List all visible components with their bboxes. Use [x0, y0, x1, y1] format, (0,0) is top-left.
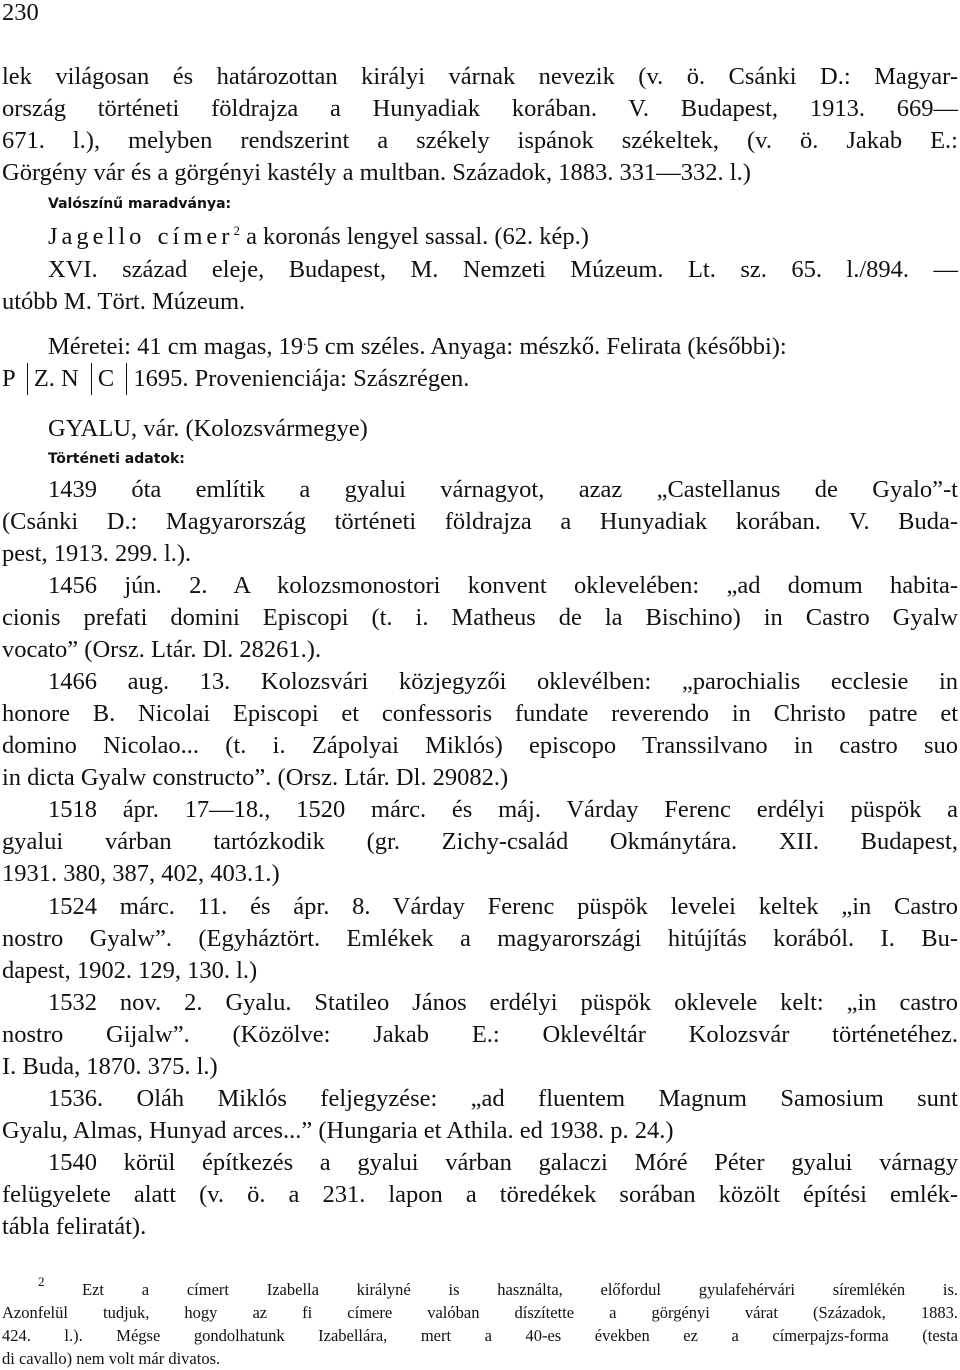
paragraph-line: Gyalu, Almas, Hunyad arces...” (Hungaria et Athila. ed 1938. p. 24.) — [2, 1117, 674, 1144]
intro-line: Görgény vár és a görgényi kastély a multban. Századok, 1883. 331—332. l.) — [2, 159, 751, 186]
coat-of-arms-line — [48, 221, 958, 253]
inscription-line — [2, 363, 958, 395]
intro-line: ország történeti földrajza a Hunyadiak korában. V. Budapest, 1913. 669— — [2, 95, 958, 122]
decimal-mark: . — [303, 333, 307, 348]
footnote-line: di cavallo) nem volt már divatos. — [2, 1349, 221, 1368]
intro-line: lek világosan és határozottan királyi várnak nevezik (v. ö. Csánki D.: Magyar- — [2, 63, 958, 90]
intro-line: 671. l.), melyben rendszerint a székely ispánok székeltek, (v. ö. Jakab E.: — [2, 127, 958, 154]
paragraph-line: 1536. Oláh Miklós feljegyzése: „ad fluentem Magnum Samosium sunt — [48, 1085, 958, 1112]
paragraph-line: in dicta Gyalw constructo”. (Orsz. Ltár. Dl. 29082.) — [2, 764, 509, 791]
footnote-line: Azonfelül tudjuk, hogy az fi címere valóban díszítette a görgényi várat (Századok, 1883. — [2, 1303, 958, 1322]
spaced-word-cimer: címer — [157, 223, 234, 250]
dimensions-part: Méretei: 41 cm magas, 19 — [48, 333, 304, 360]
inscription-part: C — [91, 363, 114, 395]
paragraph-line: 1439 óta említik a gyalui várnagyot, azaz „Castellanus de Gyalo”-t — [48, 476, 958, 503]
coat-of-arms-description: a koronás lengyel sassal. (62. kép.) — [246, 223, 589, 250]
inscription-part: 1695. Provenienciája: Szászrégen. — [126, 363, 469, 395]
footnote-number: 2 — [38, 1274, 45, 1289]
dimensions-line — [48, 331, 958, 363]
paragraph-line: tábla feliratát). — [2, 1213, 147, 1240]
inscription-part: P — [2, 365, 15, 392]
inscription-part: Z. N — [27, 363, 79, 395]
paragraph-line: dapest, 1902. 129, 130. l.) — [2, 957, 258, 984]
remnant-date-line: XVI. század eleje, Budapest, M. Nemzeti Múzeum. Lt. sz. 65. l./894. — — [48, 256, 958, 283]
paragraph-line: domino Nicolao... (t. i. Zápolyai Miklós) episcopo Transsilvano in castro suo — [2, 732, 958, 759]
paragraph-line: felügyelete alatt (v. ö. a 231. lapon a töredékek sorában közölt építési emlék- — [2, 1181, 958, 1208]
footnote-text: Ezt a címert Izabella királyné is használta, előfordul gyulafehérvári síremlékén is. — [82, 1280, 958, 1299]
paragraph-line: 1540 körül építkezés a gyalui várban galaczi Móré Péter gyalui várnagy — [48, 1149, 958, 1176]
paragraph-line: nostro Gyalw”. (Egyháztört. Emlékek a magyarországi hitújítás korából. I. Bu- — [2, 925, 958, 952]
paragraph-line: 1466 aug. 13. Kolozsvári közjegyzői oklevélben: „parochialis ecclesie in — [48, 668, 958, 695]
footnote-line: 424. l.). Mégse gondolhatunk Izabellára, mert a 40-es években ez a címerpajzs-forma (testa — [2, 1326, 958, 1345]
paragraph-line: cionis prefati domini Episcopi (t. i. Matheus de la Bischino) in Castro Gyalw — [2, 604, 958, 631]
paragraph-line: (Csánki D.: Magyarország történeti földrajza a Hunyadiak korában. V. Buda- — [2, 508, 958, 535]
gyalu-title: GYALU, vár. (Kolozsvármegye) — [48, 415, 368, 442]
dimensions-part: 5 cm széles. Anyaga: mészkő. Felirata (későbbi): — [306, 333, 787, 360]
paragraph-line: I. Buda, 1870. 375. l.) — [2, 1053, 218, 1080]
paragraph-line: 1524 márc. 11. és ápr. 8. Várday Ferenc püspök levelei keltek „in Castro — [48, 893, 958, 920]
historical-data-heading: Történeti adatok: — [48, 451, 185, 467]
paragraph-line: 1456 jún. 2. A kolozsmonostori konvent oklevelében: „ad domum habita- — [48, 572, 958, 599]
spaced-word-jagello: Jagello — [48, 223, 146, 250]
paragraph-line: nostro Gijalw”. (Közölve: Jakab E.: Oklevéltár Kolozsvár történetéhez. — [2, 1021, 958, 1048]
paragraph-line: 1518 ápr. 17—18., 1520 márc. és máj. Várday Ferenc erdélyi püspök a — [48, 796, 958, 823]
paragraph-line: vocato” (Orsz. Ltár. Dl. 28261.). — [2, 636, 322, 663]
paragraph-line: honore B. Nicolai Episcopi et confessoris fundate reverendo in Christo patre et — [2, 700, 958, 727]
paragraph-line: 1532 nov. 2. Gyalu. Statileo János erdélyi püspök oklevele kelt: „in castro — [48, 989, 958, 1016]
remnant-location-line: utóbb M. Tört. Múzeum. — [2, 288, 246, 315]
paragraph-line: 1931. 380, 387, 402, 403.1.) — [2, 860, 280, 887]
footnote-reference: 2 — [233, 223, 240, 238]
paragraph-line: gyalui várban tartózkodik (gr. Zichy-család Okmánytára. XII. Budapest, — [2, 828, 958, 855]
paragraph-line: pest, 1913. 299. l.). — [2, 540, 192, 567]
page-number: 230 — [2, 0, 39, 26]
remnant-heading: Valószínű maradványa: — [48, 196, 232, 212]
